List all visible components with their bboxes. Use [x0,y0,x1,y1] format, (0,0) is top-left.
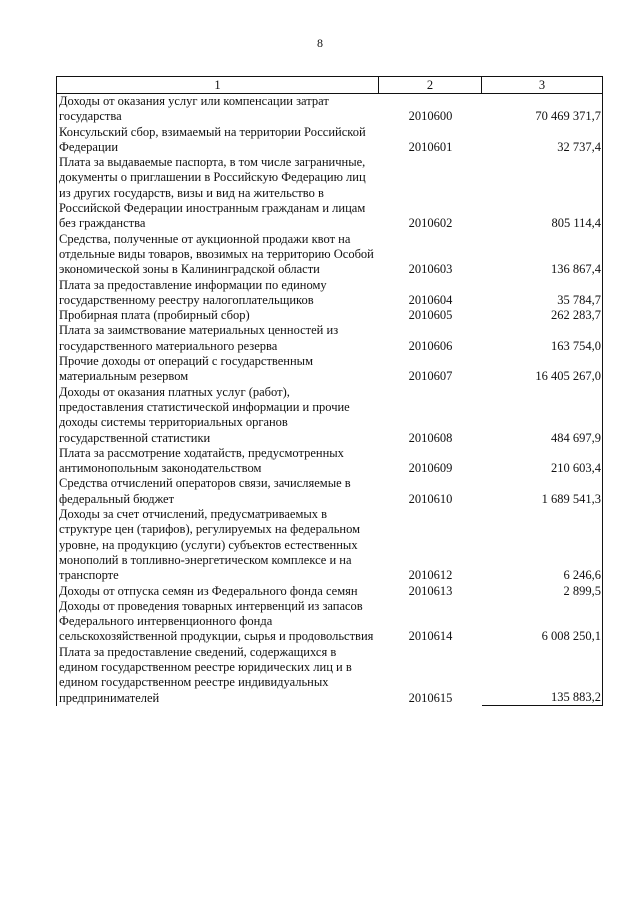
row-code: 2010601 [408,139,453,154]
row-amount: 484 697,9 [482,385,603,446]
row-code: 2010600 [408,109,453,124]
row-name: Плата за выдаваемые паспорта, в том числе заграничные, документы о приглашении в Российскую Федерацию лиц из других государств, визы и вид на жительство в Российской Федерации иностранным гражданам и лицам без гражданства [57,155,379,231]
table-row [57,584,603,599]
row-code: 2010603 [408,262,453,277]
row-name: Доходы от оказания платных услуг (работ), предоставления статистической информации и прочие доходы системы территориальных органов государственной статистики [57,385,379,446]
row-amount: 805 114,4 [482,155,603,231]
row-amount: 210 603,4 [482,446,603,477]
row-amount: 35 784,7 [482,278,603,309]
table-row [57,476,603,507]
row-code: 2010606 [408,338,453,353]
row-name: Плата за предоставление сведений, содержащихся в едином государственном реестре юридических лиц и в едином государственном реестре индивидуальных предпринимателей [57,645,379,706]
row-amount: 2 899,5 [482,584,603,599]
row-code: 2010614 [408,629,453,644]
table-row [57,155,603,231]
table-row [57,507,603,583]
table-row [57,385,603,446]
row-amount: 163 754,0 [482,323,603,354]
column-header-2: 2 [379,77,482,94]
row-code: 2010605 [408,308,453,323]
column-header-1: 1 [57,77,379,94]
row-amount: 135 883,2 [482,645,603,706]
row-amount: 136 867,4 [482,232,603,278]
row-code: 2010612 [408,568,453,583]
page-number: 8 [317,36,323,50]
table-row [57,308,603,323]
row-name: Прочие доходы от операций с государственным материальным резервом [57,354,379,385]
row-name: Доходы от оказания услуг или компенсации затрат государства [57,94,379,125]
row-code: 2010604 [408,292,453,307]
row-name: Доходы за счет отчислений, предусматриваемых в структуре цен (тарифов), регулируемых на федеральном уровне, на продукцию (услуги) субъектов естественных монополий в топливно-энергетическом комплексе и на транспорте [57,507,379,583]
row-amount: 1 689 541,3 [482,476,603,507]
row-name: Плата за рассмотрение ходатайств, предусмотренных антимонопольным законодательством [57,446,379,477]
row-amount: 32 737,4 [482,125,603,156]
table-row [57,599,603,645]
table-row [57,446,603,477]
table-row [57,354,603,385]
row-name: Пробирная плата (пробирный сбор) [57,308,379,323]
row-name: Доходы от проведения товарных интервенций из запасов Федерального интервенционного фонда сельскохозяйственной продукции, сырья и продовольствия [57,599,379,645]
column-header-3: 3 [482,77,603,94]
row-code: 2010613 [408,583,453,598]
table-row [57,94,603,125]
revenue-table [56,76,603,706]
row-name: Плата за предоставление информации по единому государственному реестру налогоплательщиков [57,278,379,309]
table-row [57,278,603,309]
row-name: Доходы от отпуска семян из Федерального фонда семян [57,584,379,599]
row-amount: 70 469 371,7 [482,94,603,125]
row-code: 2010615 [408,690,453,705]
row-code: 2010610 [408,491,453,506]
table-row [57,645,603,706]
row-amount: 16 405 267,0 [482,354,603,385]
row-code: 2010607 [408,369,453,384]
row-name: Плата за заимствование материальных ценностей из государственного материального резерва [57,323,379,354]
table-row [57,232,603,278]
row-code: 2010602 [408,216,453,231]
table-row [57,323,603,354]
row-amount: 262 283,7 [482,308,603,323]
row-name: Консульский сбор, взимаемый на территории Российской Федерации [57,125,379,156]
row-name: Средства отчислений операторов связи, зачисляемые в федеральный бюджет [57,476,379,507]
row-name: Средства, полученные от аукционной продажи квот на отдельные виды товаров, ввозимых на территорию Особой экономической зоны в Калининградской области [57,232,379,278]
row-code: 2010608 [408,430,453,445]
table-row [57,125,603,156]
row-code: 2010609 [408,461,453,476]
table-header-row [57,77,603,94]
row-amount: 6 246,6 [482,507,603,583]
row-amount: 6 008 250,1 [482,599,603,645]
